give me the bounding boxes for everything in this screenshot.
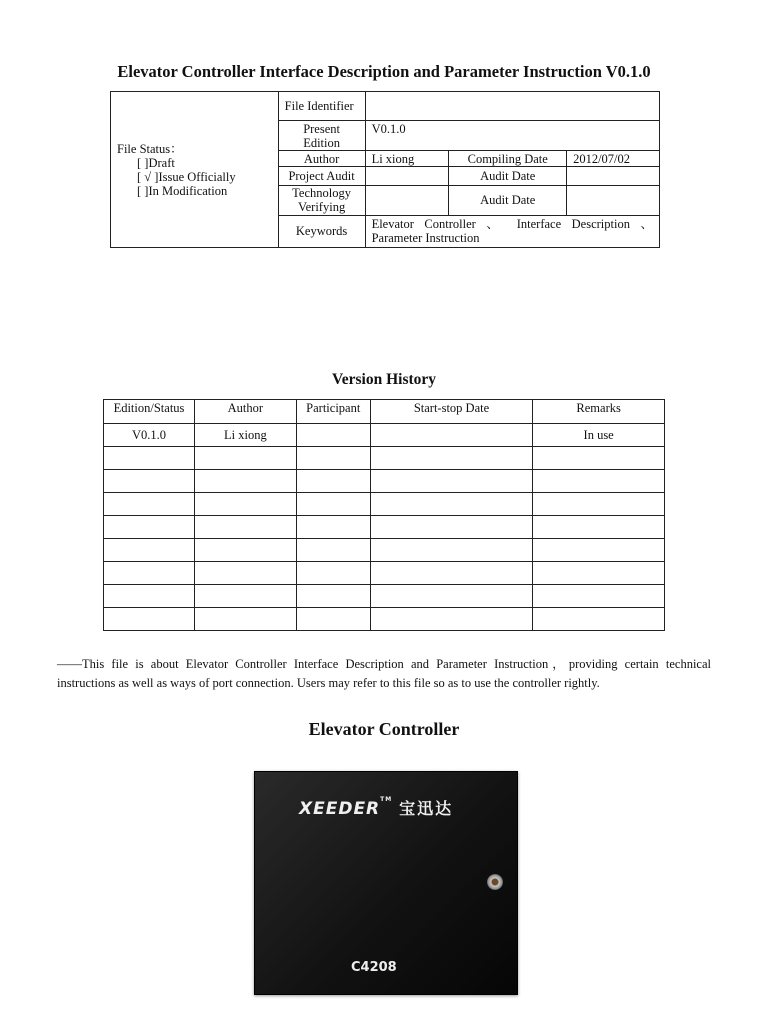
table-cell — [296, 424, 370, 447]
controller-photo — [170, 757, 600, 1003]
table-cell — [104, 585, 195, 608]
elevator-controller-title: Elevator Controller — [308, 719, 460, 739]
table-cell — [296, 562, 370, 585]
brand-logo — [299, 796, 453, 819]
project-audit-value — [365, 167, 449, 185]
author-label: Author — [278, 151, 365, 167]
table-cell — [194, 585, 296, 608]
lock-icon — [487, 874, 503, 890]
table-cell — [533, 585, 665, 608]
table-cell — [104, 539, 195, 562]
table-cell — [194, 516, 296, 539]
version-history-header-row — [104, 400, 665, 424]
header-start-stop-date: Start-stop Date — [370, 400, 533, 424]
table-cell — [370, 585, 533, 608]
table-cell — [370, 539, 533, 562]
table-cell — [194, 470, 296, 493]
present-edition-value: V0.1.0 — [365, 121, 659, 151]
table-row — [104, 424, 665, 447]
project-audit-label: Project Audit — [278, 167, 365, 185]
audit-date-value-2 — [567, 185, 660, 215]
table-cell — [533, 539, 665, 562]
header-remarks: Remarks — [533, 400, 665, 424]
table-row — [104, 562, 665, 585]
table-cell — [104, 516, 195, 539]
table-row — [104, 470, 665, 493]
audit-date-value — [567, 167, 660, 185]
file-status-label: File Status： — [117, 141, 183, 156]
table-cell — [370, 516, 533, 539]
header-edition-status: Edition/Status — [104, 400, 195, 424]
model-label: C4208 — [351, 960, 397, 975]
description-text: This file is about Elevator Controller Interface Description and Parameter Instruction，providing certain technical instructions as well as ways of port connection. Users may refer to this file so as to use the controller rightly. — [57, 657, 711, 690]
table-cell — [194, 562, 296, 585]
audit-date-label: Audit Date — [449, 167, 567, 185]
keywords-label: Keywords — [278, 215, 365, 247]
table-cell — [533, 470, 665, 493]
brand-logo-cn: 宝迅达 — [399, 799, 454, 818]
table-cell — [370, 562, 533, 585]
table-cell — [533, 493, 665, 516]
version-history-title: Version History — [331, 371, 437, 388]
table-row — [104, 447, 665, 470]
table-cell: Li xiong — [194, 424, 296, 447]
version-history-table — [103, 399, 665, 631]
table-cell — [296, 470, 370, 493]
author-value: Li xiong — [365, 151, 449, 167]
document-title: Elevator Controller Interface Description and Parameter Instruction V0.1.0 — [117, 62, 651, 81]
table-cell — [296, 493, 370, 516]
controller-cabinet — [254, 771, 518, 995]
table-row — [104, 608, 665, 631]
compiling-date-label: Compiling Date — [449, 151, 567, 167]
table-cell — [296, 516, 370, 539]
description-dash: —— — [57, 657, 82, 671]
table-cell — [533, 608, 665, 631]
table-cell — [533, 516, 665, 539]
table-row — [104, 539, 665, 562]
table-cell — [104, 470, 195, 493]
table-row — [104, 493, 665, 516]
compiling-date-value: 2012/07/02 — [567, 151, 660, 167]
table-cell — [370, 493, 533, 516]
table-cell — [104, 562, 195, 585]
status-option-in-modification: [ ]In Modification — [137, 183, 228, 198]
audit-date-label-2: Audit Date — [449, 185, 567, 215]
table-cell — [370, 608, 533, 631]
table-cell: In use — [533, 424, 665, 447]
table-row — [104, 516, 665, 539]
table-cell — [104, 608, 195, 631]
keywords-value: Elevator Controller 、 Interface Description 、 Parameter Instruction — [365, 215, 659, 247]
file-status-cell — [111, 92, 279, 248]
table-cell — [194, 539, 296, 562]
table-cell — [296, 539, 370, 562]
technology-verifying-label: Technology Verifying — [278, 185, 365, 215]
brand-logo-latin: XEEDER — [299, 799, 381, 819]
table-cell — [370, 447, 533, 470]
table-cell — [296, 608, 370, 631]
status-option-draft: [ ]Draft — [137, 155, 175, 170]
present-edition-label: Present Edition — [278, 121, 365, 151]
status-option-issue-officially: [ √ ]Issue Officially — [137, 169, 236, 184]
table-cell — [104, 447, 195, 470]
table-cell — [296, 585, 370, 608]
header-author: Author — [194, 400, 296, 424]
table-cell: V0.1.0 — [104, 424, 195, 447]
table-cell — [533, 562, 665, 585]
table-cell — [296, 447, 370, 470]
table-cell — [194, 608, 296, 631]
description-paragraph — [57, 655, 711, 692]
brand-logo-tm: TM — [380, 796, 393, 803]
file-identifier-value — [365, 92, 659, 121]
table-cell — [370, 470, 533, 493]
file-info-table — [110, 91, 660, 248]
technology-verifying-value — [365, 185, 449, 215]
table-cell — [104, 493, 195, 516]
table-cell — [194, 493, 296, 516]
table-cell — [370, 424, 533, 447]
table-row — [104, 585, 665, 608]
table-cell — [194, 447, 296, 470]
file-identifier-label: File Identifier — [278, 92, 365, 121]
table-cell — [533, 447, 665, 470]
header-participant: Participant — [296, 400, 370, 424]
